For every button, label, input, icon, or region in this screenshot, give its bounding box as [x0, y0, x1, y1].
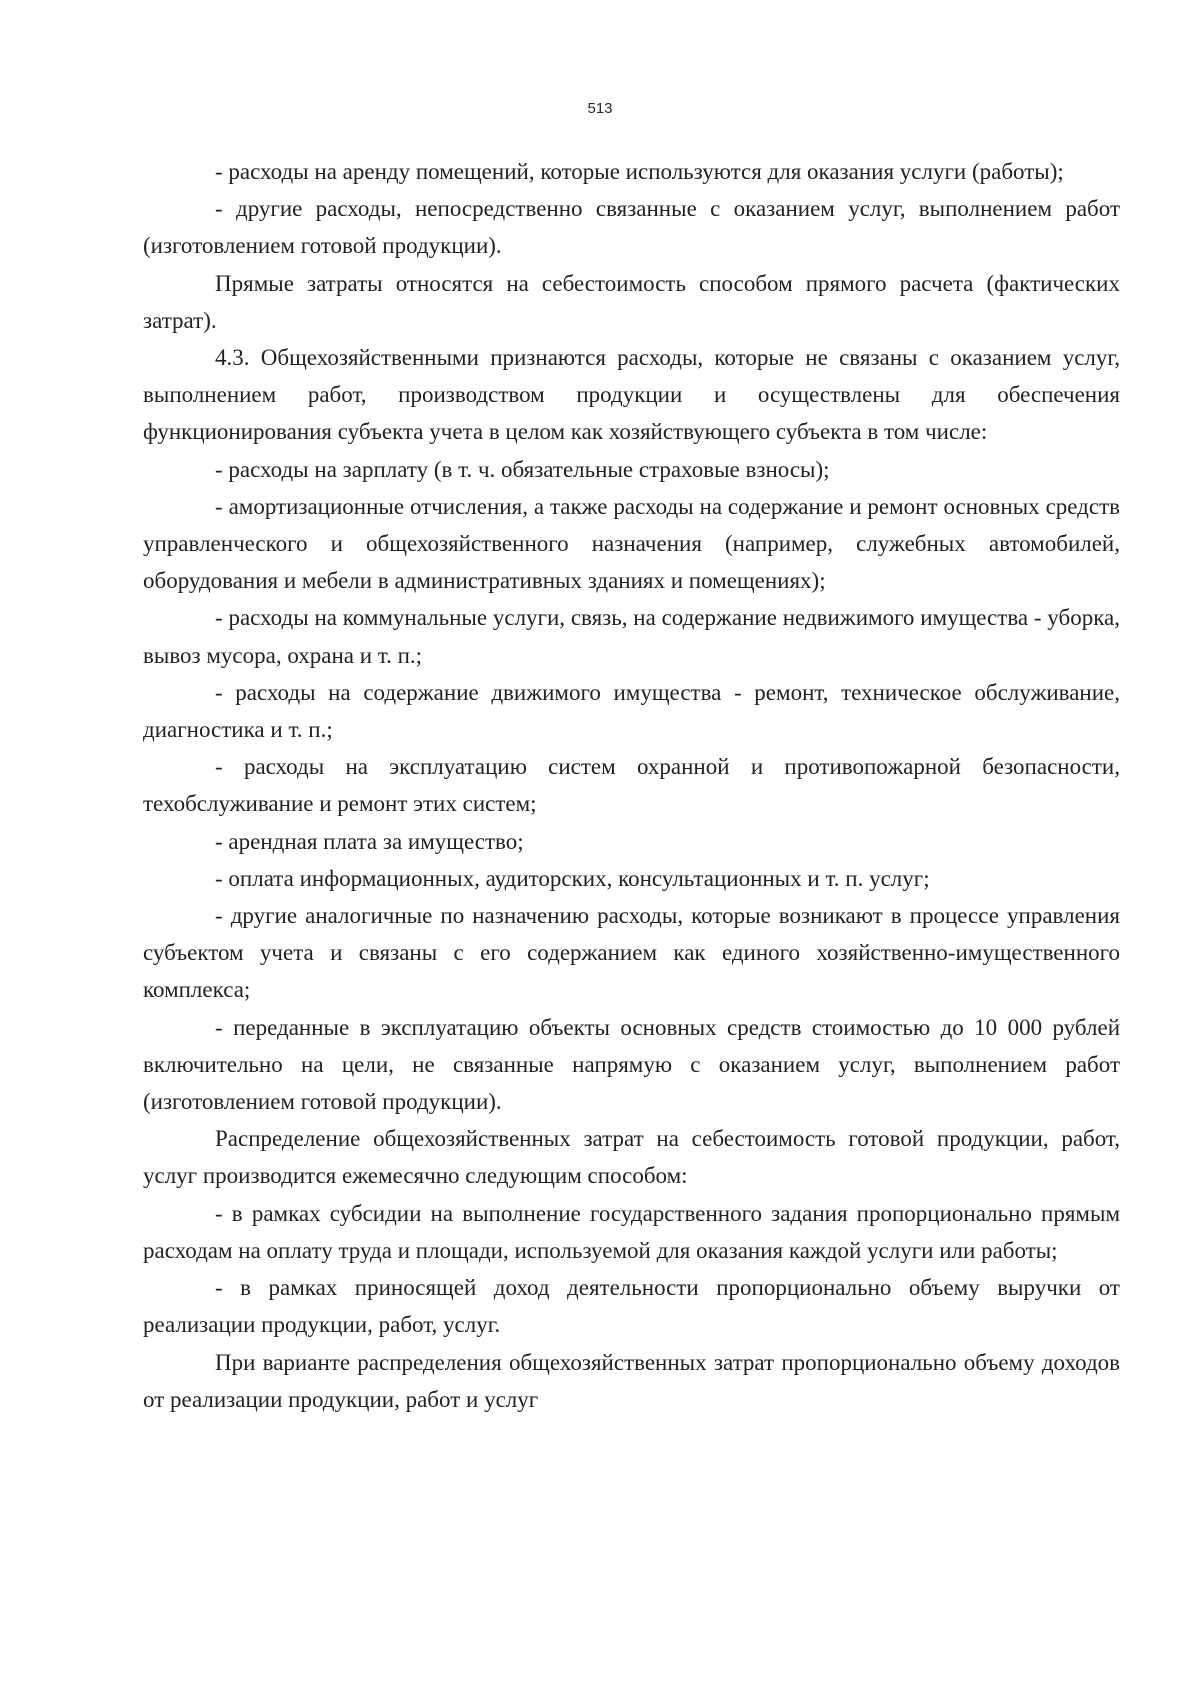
paragraph: - в рамках субсидии на выполнение государственного задания пропорционально прямым расходам на оплату труда и площади, используемой для оказания каждой услуги или работы; — [143, 1200, 1120, 1263]
paragraph: Прямые затраты относятся на себестоимость способом прямого расчета (фактических затрат). — [143, 270, 1120, 333]
page-number: 513 — [587, 100, 613, 117]
paragraph: Распределение общехозяйственных затрат на себестоимость готовой продукции, работ, услуг производится ежемесячно следующим способом: — [143, 1126, 1120, 1189]
paragraph: - в рамках приносящей доход деятельности пропорционально объему выручки от реализации продукции, работ, услуг. — [143, 1275, 1120, 1338]
paragraph: - другие расходы, непосредственно связанные с оказанием услуг, выполнением работ (изготовлением готовой продукции). — [143, 196, 1120, 259]
paragraph: - арендная плата за имущество; — [215, 828, 524, 854]
paragraph: При варианте распределения общехозяйственных затрат пропорционально объему доходов от реализации продукции, работ и услуг — [143, 1349, 1120, 1412]
document-body — [143, 153, 1120, 1418]
paragraph: - расходы на коммунальные услуги, связь, на содержание недвижимого имущества - уборка, вывоз мусора, охрана и т. п.; — [143, 605, 1120, 668]
paragraph: - оплата информационных, аудиторских, консультационных и т. п. услуг; — [215, 865, 930, 891]
paragraph: - переданные в эксплуатацию объекты основных средств стоимостью до 10 000 рублей включительно на цели, не связанные напрямую с оказанием услуг, выполнением работ (изготовлением готовой продукции). — [143, 1014, 1120, 1115]
paragraph: - амортизационные отчисления, а также расходы на содержание и ремонт основных средств управленческого и общехозяйственного назначения (например, служебных автомобилей, оборудования и мебели в административных зданиях и помещениях); — [143, 493, 1120, 594]
paragraph: - расходы на содержание движимого имущества - ремонт, техническое обслуживание, диагностика и т. п.; — [143, 679, 1120, 743]
paragraph: - расходы на зарплату (в т. ч. обязательные страховые взносы); — [215, 456, 830, 482]
paragraph: - расходы на эксплуатацию систем охранной и противопожарной безопасности, техобслуживание и ремонт этих систем; — [143, 754, 1120, 817]
paragraph: 4.3. Общехозяйственными признаются расходы, которые не связаны с оказанием услуг, выполнением работ, производством продукции и осуществлены для обеспечения функционирования субъекта учета в целом как хозяйствующего субъекта в том числе: — [143, 345, 1120, 445]
paragraph: - другие аналогичные по назначению расходы, которые возникают в процессе управления субъектом учета и связаны с его содержанием как единого хозяйственно-имущественного комплекса; — [143, 903, 1120, 1003]
paragraph: - расходы на аренду помещений, которые используются для оказания услуги (работы); — [215, 159, 1064, 184]
